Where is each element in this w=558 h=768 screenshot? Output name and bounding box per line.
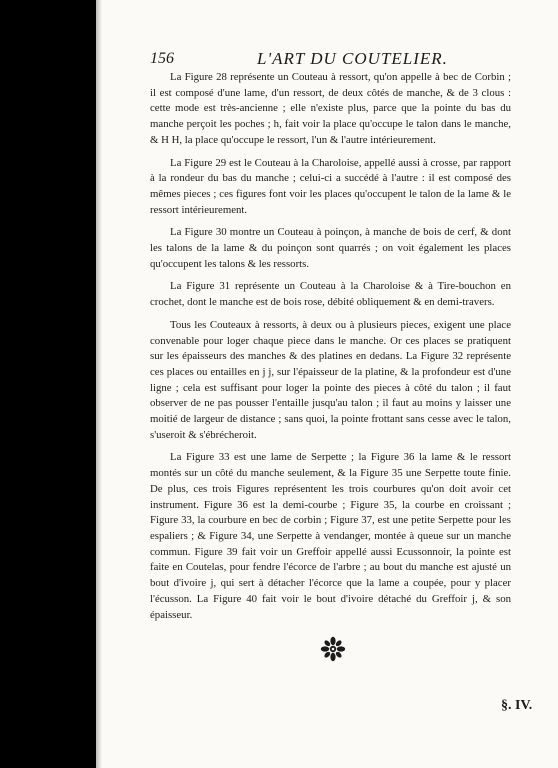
page-header xyxy=(150,50,550,70)
book-page xyxy=(96,0,558,768)
running-title: L'ART DU COUTELIER. xyxy=(257,49,448,68)
paragraph-figure-28: La Figure 28 représente un Couteau à ressort, qu'on appelle à bec de Corbin ; il est composé d'une lame, d'un ressort, de deux côtés de manche, & de 3 clous : cette mode est très-ancienne ; elle n'existe plus, parce que la pointe du bas du manche perçoit les poches ; h, fait voir la place qu'occupe le talon dans le manche, & H H, la place qu'occupe le ressort, l'un & l'autre intérieurement. xyxy=(150,71,511,146)
paragraph-figure-29: La Figure 29 est le Couteau à la Charoloise, appellé aussi à crosse, par rapport à la rondeur du bas du manche ; celui-ci a succédé à l'autre : il est composé des mêmes pieces ; ces figures font voir les places qu'occupent le talon de la lame & le ressort intérieurement. xyxy=(150,156,511,216)
paragraph-couteaux-ressorts: Tous les Couteaux à ressorts, à deux ou à plusieurs pieces, exigent une place convenable pour loger chaque piece dans le manche. Or ces places se pratiquent sur les épaisseurs des manches & des platines en dedans. La Figure 32 représente ces places ou entailles en j j, sur l'épaisseur de la platine, & la profondeur est d'une ligne ; cela est suffisant pour loger la pointe des pieces à côté du talon ; il faut observer de ne pas pousser l'entaille jusqu'au talon ; il faut au moins y laisser une moitié de largeur de distance ; sans quoi, la pointe frottant sans cesse avec le talon, s'useroit & s'ébrécheroit. xyxy=(150,318,511,441)
paragraph-figure-30: La Figure 30 montre un Couteau à poinçon, à manche de bois de cerf, & dont les talons de la lame & du poinçon sont quarrés ; on voit également les places qu'occupent les talons & les ressorts. xyxy=(150,226,511,270)
paragraph-figure-31: La Figure 31 représente un Couteau à la Charoloise & à Tire-bouchon en crochet, dont le manche est de bois rose, débité obliquement & en demi-travers. xyxy=(150,280,511,309)
fleuron-ornament-icon xyxy=(320,636,346,662)
page-number: 156 xyxy=(150,50,174,67)
section-mark: §. IV. xyxy=(501,698,533,713)
paragraph-figure-33: La Figure 33 est une lame de Serpette ; la Figure 36 la lame & le ressort montés sur un côté du manche seulement, & la Figure 35 une Serpette toute finie. De plus, ces trois Figures représentent les trois courbures qu'on doit avoir cet instrument. Figure 36 est la demi-courbe ; Figure 35, la courbe en croissant ; Figure 33, la courbure en bec de corbin ; Figure 37, est une petite Serpette pour les espaliers ; & Figure 34, une Serpette à vendanger, montée à queue sur un manche commun. Figure 39 fait voir un Greffoir appellé aussi Ecussonnoir, la pointe est faite en Coutelas, pour fendre l'écorce de l'arbre ; au bout du manche est ajusté un bout d'ivoire j, qui sert à détacher l'écorce que la lame a coupée, pour y placer l'écusson. La Figure 40 fait voir le bout d'ivoire détaché du Greffoir j, & son épaisseur. xyxy=(150,451,511,621)
body-text xyxy=(150,70,511,630)
